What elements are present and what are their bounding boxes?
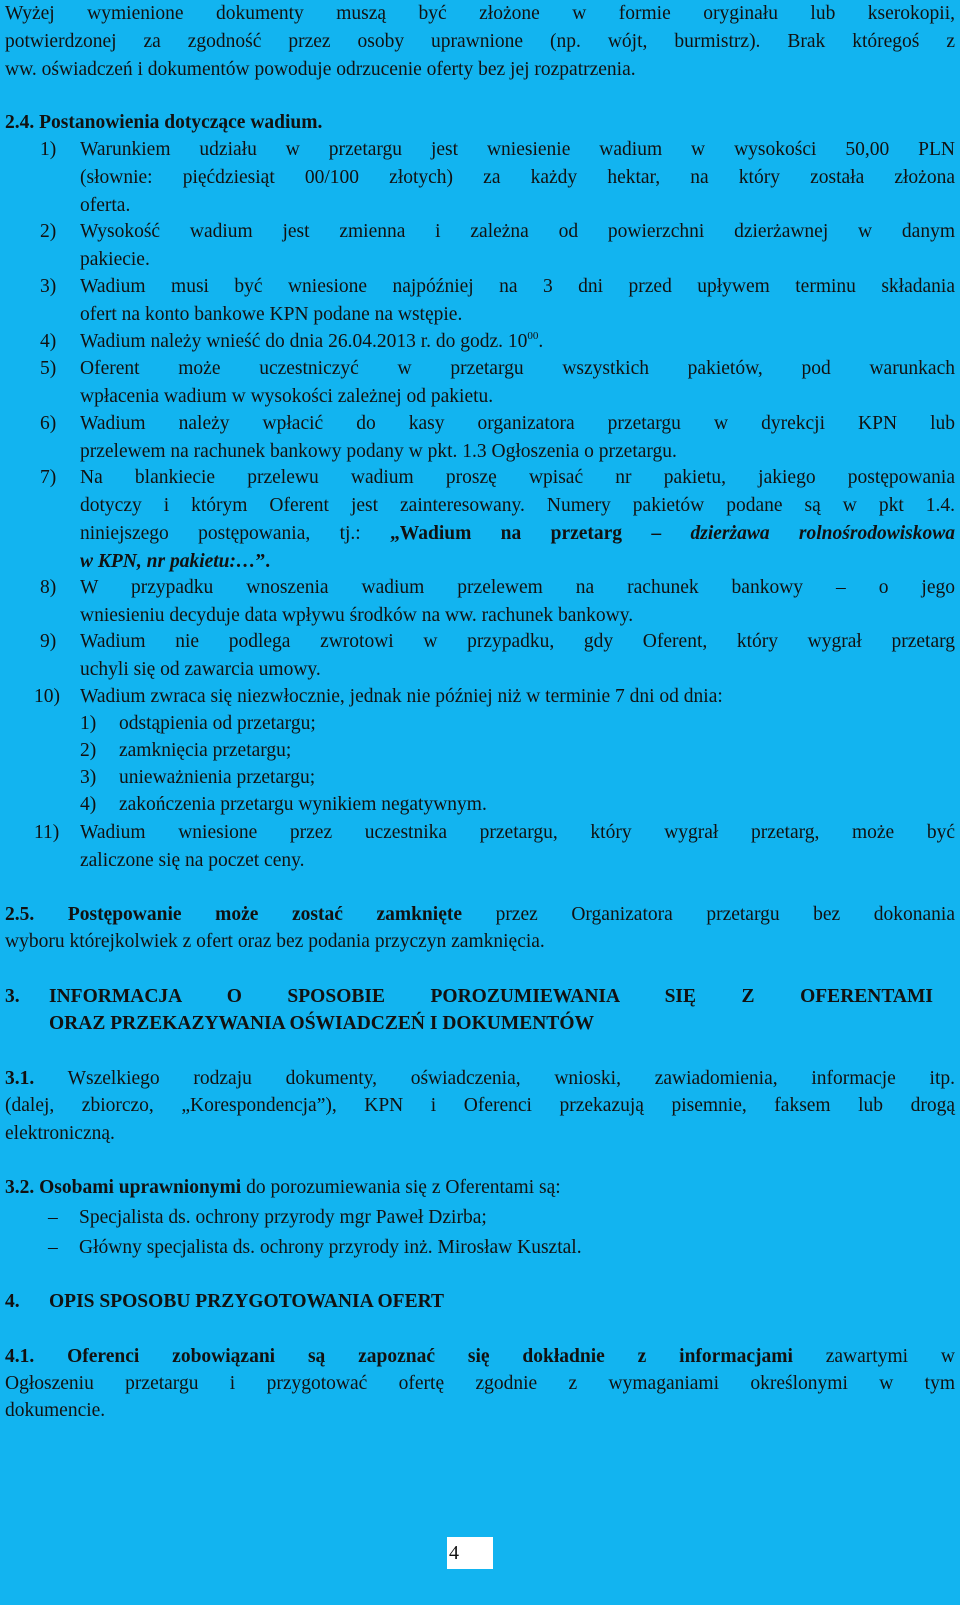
list-item-text: W przypadku wnoszenia wadium przelewem na rachunek bankowy – o jego <box>80 577 955 598</box>
section-3-title-line-2: ORAZ PRZEKAZYWANIA OŚWIADCZEŃ I DOKUMENTÓW <box>49 1013 594 1034</box>
list-number: 10) <box>34 686 60 707</box>
section-2-4-heading: 2.4. Postanowienia dotyczące wadium. <box>5 112 323 133</box>
list-item-text: dotyczy i którym Oferent jest zainteresowany. Numery pakietów podane są w pkt 1.4. <box>80 495 955 516</box>
section-4-title: OPIS SPOSOBU PRZYGOTOWANIA OFERT <box>49 1291 444 1312</box>
section-3-2-number: 3.2. <box>5 1177 35 1198</box>
section-2-5-line-2: wyboru którejkolwiek z ofert oraz bez podania przyczyn zamknięcia. <box>5 931 545 952</box>
list-number: 7) <box>40 467 57 488</box>
section-3-number: 3. <box>5 986 20 1007</box>
section-2-5-line-1 <box>5 901 955 929</box>
list-number: 5) <box>40 358 57 379</box>
deadline-text: Wadium należy wnieść do dnia 26.04.2013 r. do godz. 10 <box>80 331 528 352</box>
section-3-1-text: Wszelkiego rodzaju dokumenty, oświadczenia, wnioski, zawiadomienia, informacje itp. <box>34 1068 955 1089</box>
list-item-text: pakiecie. <box>80 249 150 270</box>
dash-bullet: – <box>48 1237 58 1258</box>
list-number: 1) <box>40 139 57 160</box>
list-item-text <box>80 520 955 548</box>
section-4-1-line-3: dokumencie. <box>5 1400 106 1421</box>
section-3-1-line-2: (dalej, zbiorczo, „Korespondencja”), KPN i Oferenci przekazują pisemnie, faksem lub drogą <box>5 1095 955 1116</box>
contact-person-text: Główny specjalista ds. ochrony przyrody inż. Mirosław Kusztal. <box>79 1237 582 1258</box>
section-4-1-line-2: Ogłoszeniu przetargu i przygotować ofertę zgodnie z wymaganiami określonymi w tym <box>5 1373 955 1394</box>
list-item-text: Wadium musi być wniesione najpóźniej na 3 dni przed upływem terminu składania <box>80 276 955 297</box>
list-item-text: przelewem na rachunek bankowy podany w pkt. 1.3 Ogłoszenia o przetargu. <box>80 441 677 462</box>
list-item-text: Wysokość wadium jest zmienna i zależna od powierzchni dzierżawnej w danym <box>80 221 955 242</box>
sub-text: zamknięcia przetargu; <box>119 740 292 761</box>
list-item-text: Warunkiem udziału w przetargu jest wniesienie wadium w wysokości 50,00 PLN <box>80 139 955 160</box>
list-item-text: Wadium nie podlega zwrotowi w przypadku, gdy Oferent, który wygrał przetarg <box>80 631 955 652</box>
section-2-5-number: 2.5. <box>5 904 35 925</box>
deadline-period: . <box>538 331 544 352</box>
sub-text: unieważnienia przetargu; <box>119 767 316 788</box>
page-number: 4 <box>447 1537 493 1569</box>
section-3-2-line-1 <box>5 1174 955 1202</box>
dash-bullet: – <box>48 1207 58 1228</box>
list-item-text: Wadium zwraca się niezwłocznie, jednak nie później niż w terminie 7 dni od dnia: <box>80 686 723 707</box>
list-item-text: (słownie: pięćdziesiąt 00/100 złotych) za każdy hektar, na który została złożona <box>80 167 955 188</box>
sub-text: odstąpienia od przetargu; <box>119 713 316 734</box>
list-number: 9) <box>40 631 57 652</box>
section-4-number: 4. <box>5 1291 20 1312</box>
list-number: 3) <box>40 276 57 297</box>
list-item-text <box>80 328 955 356</box>
list-item-text: Wadium należy wpłacić do kasy organizatora przetargu w dyrekcji KPN lub <box>80 413 955 434</box>
section-4-1-number: 4.1. <box>5 1346 35 1367</box>
list-item-text: ofert na konto bankowe KPN podane na wstępie. <box>80 304 463 325</box>
section-3-1-line-3: elektroniczną. <box>5 1123 115 1144</box>
list-number: 2) <box>40 221 57 242</box>
payment-title-end: ”. <box>255 551 271 572</box>
list-item-text: oferta. <box>80 195 131 216</box>
section-3-title-line-1: INFORMACJA O SPOSOBIE POROZUMIEWANIA SIĘ Z OFERENTAMI <box>49 986 933 1007</box>
payment-title-italic-2: w KPN, nr pakietu:… <box>80 551 256 572</box>
list-item-text: zaliczone się na poczet ceny. <box>80 850 305 871</box>
sub-number: 3) <box>80 767 97 788</box>
section-3-1-line-1 <box>5 1065 955 1093</box>
intro-line-2: potwierdzonej za zgodność przez osoby uprawnione (np. wójt, burmistrz). Brak któregoś z <box>5 31 955 52</box>
section-3-1-number: 3.1. <box>5 1068 35 1089</box>
sub-number: 4) <box>80 794 97 815</box>
list-number: 4) <box>40 331 57 352</box>
list-number: 11) <box>34 822 60 843</box>
sub-text: zakończenia przetargu wynikiem negatywnym. <box>119 794 487 815</box>
section-2-5-rest: przez Organizatora przetargu bez dokonania <box>462 904 955 925</box>
section-4-1-line-1 <box>5 1343 955 1371</box>
list-item-text: wpłacenia wadium w wysokości zależnej od pakietu. <box>80 386 494 407</box>
payment-title-prefix: niniejszego postępowania, tj.: <box>80 523 391 544</box>
section-4-1-rest: zawartymi w <box>792 1346 955 1367</box>
sub-number: 2) <box>80 740 97 761</box>
list-number: 8) <box>40 577 57 598</box>
sub-number: 1) <box>80 713 97 734</box>
intro-line-1: Wyżej wymienione dokumenty muszą być złożone w formie oryginału lub kserokopii, <box>5 3 955 24</box>
intro-line-3: ww. oświadczeń i dokumentów powoduje odrzucenie oferty bez jej rozpatrzenia. <box>5 59 636 80</box>
list-item-text: Oferent może uczestniczyć w przetargu wszystkich pakietów, pod warunkach <box>80 358 955 379</box>
section-3-2-rest: do porozumiewania się z Oferentami są: <box>241 1177 561 1198</box>
payment-title-bold: „Wadium na przetarg – <box>390 523 691 544</box>
list-number: 6) <box>40 413 57 434</box>
list-item-text: Wadium wniesione przez uczestnika przetargu, który wygrał przetarg, może być <box>80 822 955 843</box>
section-3-2-bold: Osobami uprawnionymi <box>34 1177 242 1198</box>
deadline-minutes: 00 <box>527 330 539 342</box>
list-item-text: Na blankiecie przelewu wadium proszę wpisać nr pakietu, jakiego postępowania <box>80 467 955 488</box>
list-item-text: wniesieniu decyduje data wpływu środków na ww. rachunek bankowy. <box>80 605 634 626</box>
section-4-1-bold: Oferenci zobowiązani są zapoznać się dokładnie z informacjami <box>34 1346 793 1367</box>
contact-person-text: Specjalista ds. ochrony przyrody mgr Paweł Dzirba; <box>79 1207 487 1228</box>
list-item-text <box>80 548 955 576</box>
payment-title-italic: dzierżawa rolnośrodowiskowa <box>690 523 955 544</box>
list-item-text: uchyli się od zawarcia umowy. <box>80 659 321 680</box>
section-2-5-bold: Postępowanie może zostać zamknięte <box>67 904 462 925</box>
